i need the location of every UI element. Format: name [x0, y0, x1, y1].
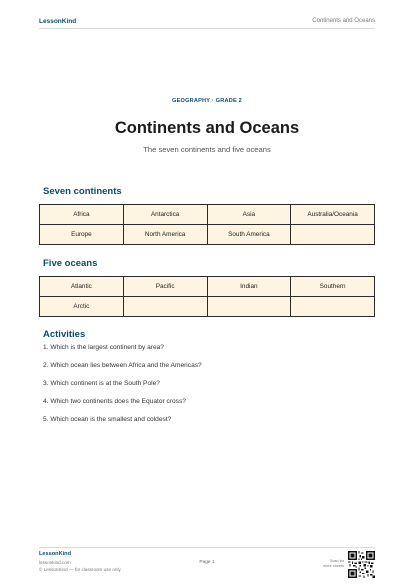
bottom-divider	[39, 547, 375, 548]
list-item: 3. Which continent is at the South Pole?	[43, 380, 160, 387]
table-row	[40, 297, 375, 317]
list-item: 4. Which two continents does the Equator cross?	[43, 398, 186, 405]
oceans-heading: Five oceans	[43, 258, 98, 269]
qr-code-icon	[348, 551, 375, 578]
page-subtitle: The seven continents and five oceans	[143, 145, 271, 154]
scan-caption-line: Scan for	[329, 559, 344, 563]
table-cell: Antarctica	[123, 205, 207, 225]
table-cell: Southern	[291, 277, 375, 297]
scan-caption	[316, 559, 344, 569]
brand-logo[interactable]: LessonKind	[39, 17, 77, 25]
table-cell: South America	[207, 225, 291, 245]
list-item: 5. Which ocean is the smallest and coldest?	[43, 416, 172, 423]
page-number: Page 1	[199, 560, 215, 565]
table-row	[40, 205, 375, 225]
page-title: Continents and Oceans	[114, 119, 300, 137]
footer-brand: LessonKind	[39, 551, 72, 557]
table-cell	[123, 297, 207, 317]
table-cell	[207, 297, 291, 317]
subject-grade-label: GEOGRAPHY · GRADE 2	[172, 98, 242, 104]
footer-url-link[interactable]: lessonkind.com	[39, 560, 71, 565]
table-cell: Indian	[207, 277, 291, 297]
oceans-table	[39, 276, 375, 317]
table-cell: Africa	[40, 205, 124, 225]
top-bar	[39, 14, 375, 28]
table-cell: Europe	[40, 225, 124, 245]
scan-caption-line: more sheets	[323, 564, 344, 568]
table-row	[40, 225, 375, 245]
activities-heading: Activities	[43, 329, 86, 340]
table-cell	[291, 225, 375, 245]
document-title-header: Continents and Oceans	[312, 18, 375, 24]
table-cell: Asia	[207, 205, 291, 225]
table-row	[40, 277, 375, 297]
table-cell: Arctic	[40, 297, 124, 317]
table-cell: Pacific	[123, 277, 207, 297]
continents-table	[39, 204, 375, 245]
table-cell: North America	[123, 225, 207, 245]
table-cell	[291, 297, 375, 317]
top-divider	[39, 28, 375, 29]
list-item: 2. Which ocean lies between Africa and the Americas?	[43, 362, 202, 369]
list-item: 1. Which is the largest continent by area?	[43, 344, 164, 351]
footer-copyright: © LessonKind — for classroom use only	[39, 567, 121, 572]
table-cell: Atlantic	[40, 277, 124, 297]
table-cell: Australia/Oceania	[291, 205, 375, 225]
continents-heading: Seven continents	[43, 186, 122, 197]
activities-list	[43, 344, 202, 434]
